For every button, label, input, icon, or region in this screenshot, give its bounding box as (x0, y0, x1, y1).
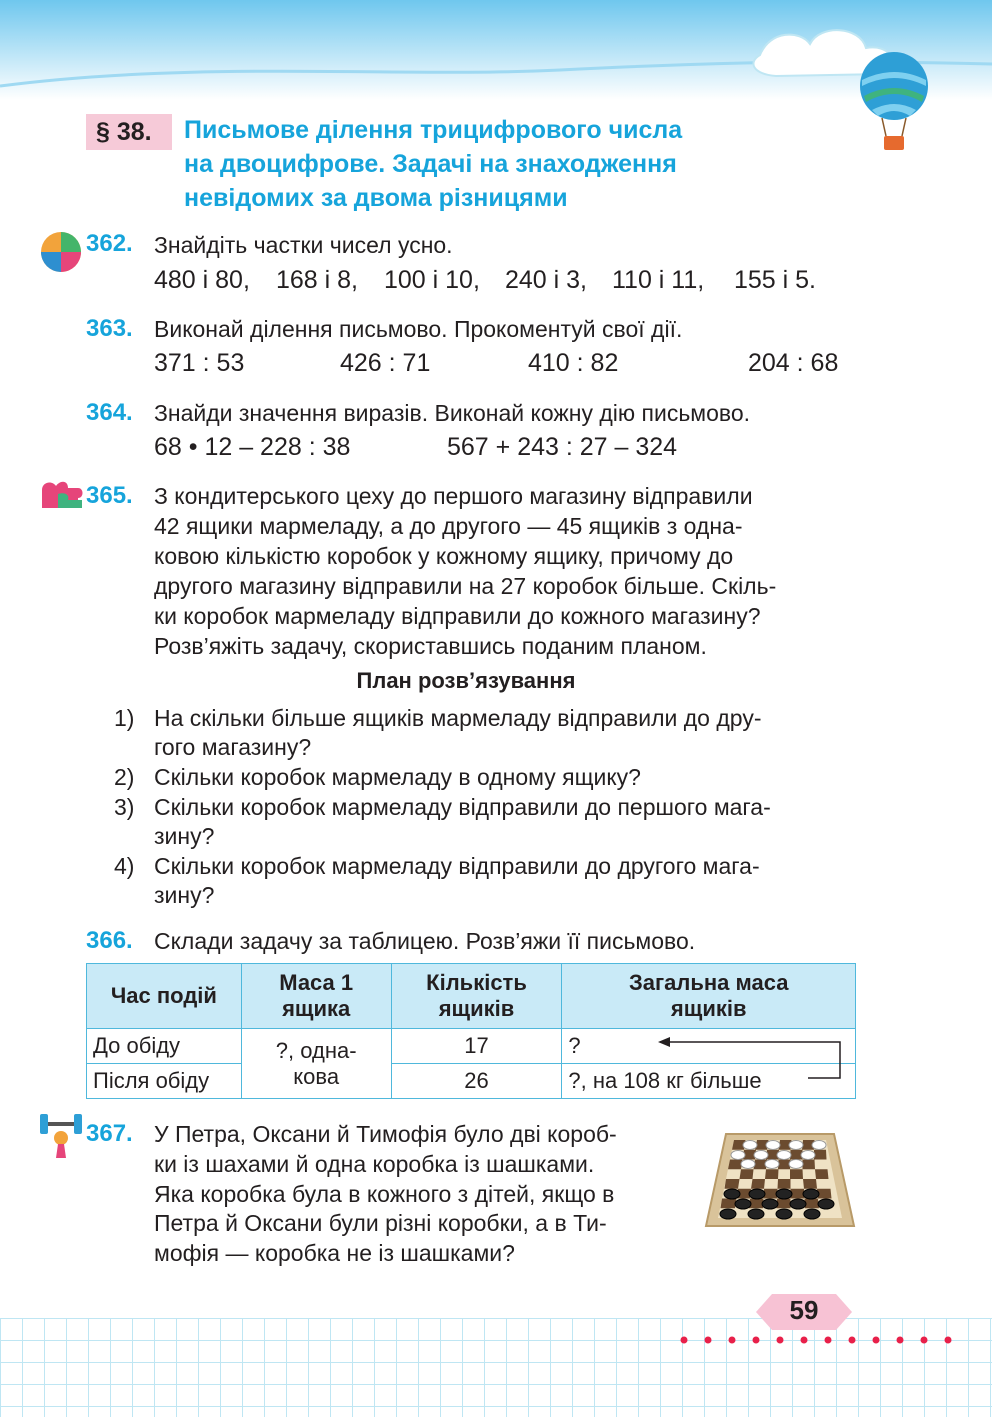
task-365-line: ковою кількістю коробок у кожному ящику, причому до (154, 543, 734, 569)
section-title-line-2: на двоцифрове. Задачі на знаходження (184, 150, 677, 178)
task-362-number: 362. (86, 230, 133, 257)
task-363-item: 371 : 53 (154, 349, 245, 377)
plan-item-number: 4) (114, 853, 135, 879)
table-header: Час подій (87, 964, 242, 1029)
arrow-connector (640, 1034, 846, 1082)
task-366-number: 366. (86, 927, 133, 954)
task-364-item: 567 + 243 : 27 – 324 (447, 433, 678, 461)
plan-item-line: На скільки більше ящиків мармеладу відправили до дру- (154, 705, 762, 731)
plan-item-line: Скільки коробок мармеладу відправили до першого мага- (154, 794, 771, 820)
table-cell-mass: ?, одна- кова (241, 1029, 391, 1099)
task-362-item: 480 і 80, (154, 266, 250, 294)
section-title-line-3: невідомих за двома різницями (184, 184, 568, 212)
section-title-line-1: Письмове ділення трицифрового числа (184, 116, 683, 144)
task-362-item: 155 і 5. (734, 266, 817, 294)
task-362-item: 240 і 3, (505, 266, 588, 294)
plan-item-line: Скільки коробок мармеладу в одному ящику? (154, 764, 641, 790)
plan-item-line: гого магазину? (154, 734, 312, 760)
sky-header (0, 0, 992, 100)
decorative-dots (680, 1332, 970, 1348)
checkers-board-image (700, 1130, 860, 1234)
table-cell: ?, на 108 кг більше (562, 1064, 856, 1099)
task-364-item: 68 • 12 – 228 : 38 (154, 433, 351, 461)
task-363-item: 410 : 82 (528, 349, 619, 377)
table-cell: 26 (391, 1064, 562, 1099)
task-367-line: Петра й Оксани були різні коробки, а в Ти- (154, 1210, 607, 1236)
plan-item-number: 2) (114, 764, 135, 790)
table-header: Загальна маса ящиків (562, 964, 856, 1029)
task-364-number: 364. (86, 399, 133, 426)
task-362-item: 110 і 11, (612, 266, 705, 294)
task-365-line: ки коробок мармеладу відправили до кожного магазину? (154, 603, 761, 629)
task-363-item: 204 : 68 (748, 349, 839, 377)
task-365-line: 42 ящики мармеладу, а до другого — 45 ящиків з одна- (154, 513, 743, 539)
task-367-line: мофія — коробка не із шашками? (154, 1240, 515, 1266)
task-362-item: 100 і 10, (384, 266, 480, 294)
task-367-line: У Петра, Оксани й Тимофія було дві короб- (154, 1121, 617, 1147)
table-header: Маса 1 ящика (241, 964, 391, 1029)
task-367-line: Яка коробка була в кожного з дітей, якщо в (154, 1181, 615, 1207)
table-cell: Після обіду (87, 1064, 242, 1099)
task-366-text: Склади задачу за таблицею. Розв’яжи її письмово. (154, 928, 696, 954)
dumbbell-icon (36, 1104, 86, 1160)
task-365-line: Розв’яжіть задачу, скориставшись поданим планом. (154, 633, 707, 659)
task-363-item: 426 : 71 (340, 349, 431, 377)
hot-air-balloon-icon (852, 50, 936, 154)
puzzle-piece-icon (38, 478, 86, 512)
task-364-text: Знайди значення виразів. Виконай кожну дію письмово. (154, 400, 751, 426)
table-header: Кількість ящиків (391, 964, 562, 1029)
plan-item-number: 1) (114, 705, 135, 731)
plan-title: План розв’язування (356, 668, 576, 693)
plan-item-line: Скільки коробок мармеладу відправили до другого мага- (154, 853, 760, 879)
plan-item-line: зину? (154, 823, 215, 849)
task-367-line: ки із шахами й одна коробка із шашками. (154, 1151, 595, 1177)
section-number: § 38. (96, 118, 152, 146)
task-367-number: 367. (86, 1120, 133, 1147)
table-cell: 17 (391, 1029, 562, 1064)
task-365-number: 365. (86, 482, 133, 509)
task-362-item: 168 і 8, (276, 266, 359, 294)
puzzle-icon (38, 230, 84, 274)
table-cell: До обіду (87, 1029, 242, 1064)
task-365-line: другого магазину відправили на 27 коробок більше. Скіль- (154, 573, 777, 599)
task-363-number: 363. (86, 315, 133, 342)
page-number: 59 (789, 1295, 819, 1325)
plan-item-number: 3) (114, 794, 135, 820)
plan-item-line: зину? (154, 882, 215, 908)
task-363-text: Виконай ділення письмово. Прокоментуй свої дії. (154, 316, 683, 342)
task-365-line: З кондитерського цеху до першого магазину відправили (154, 483, 753, 509)
table-cell: ? (562, 1029, 856, 1064)
task-362-text: Знайдіть частки чисел усно. (154, 232, 453, 258)
